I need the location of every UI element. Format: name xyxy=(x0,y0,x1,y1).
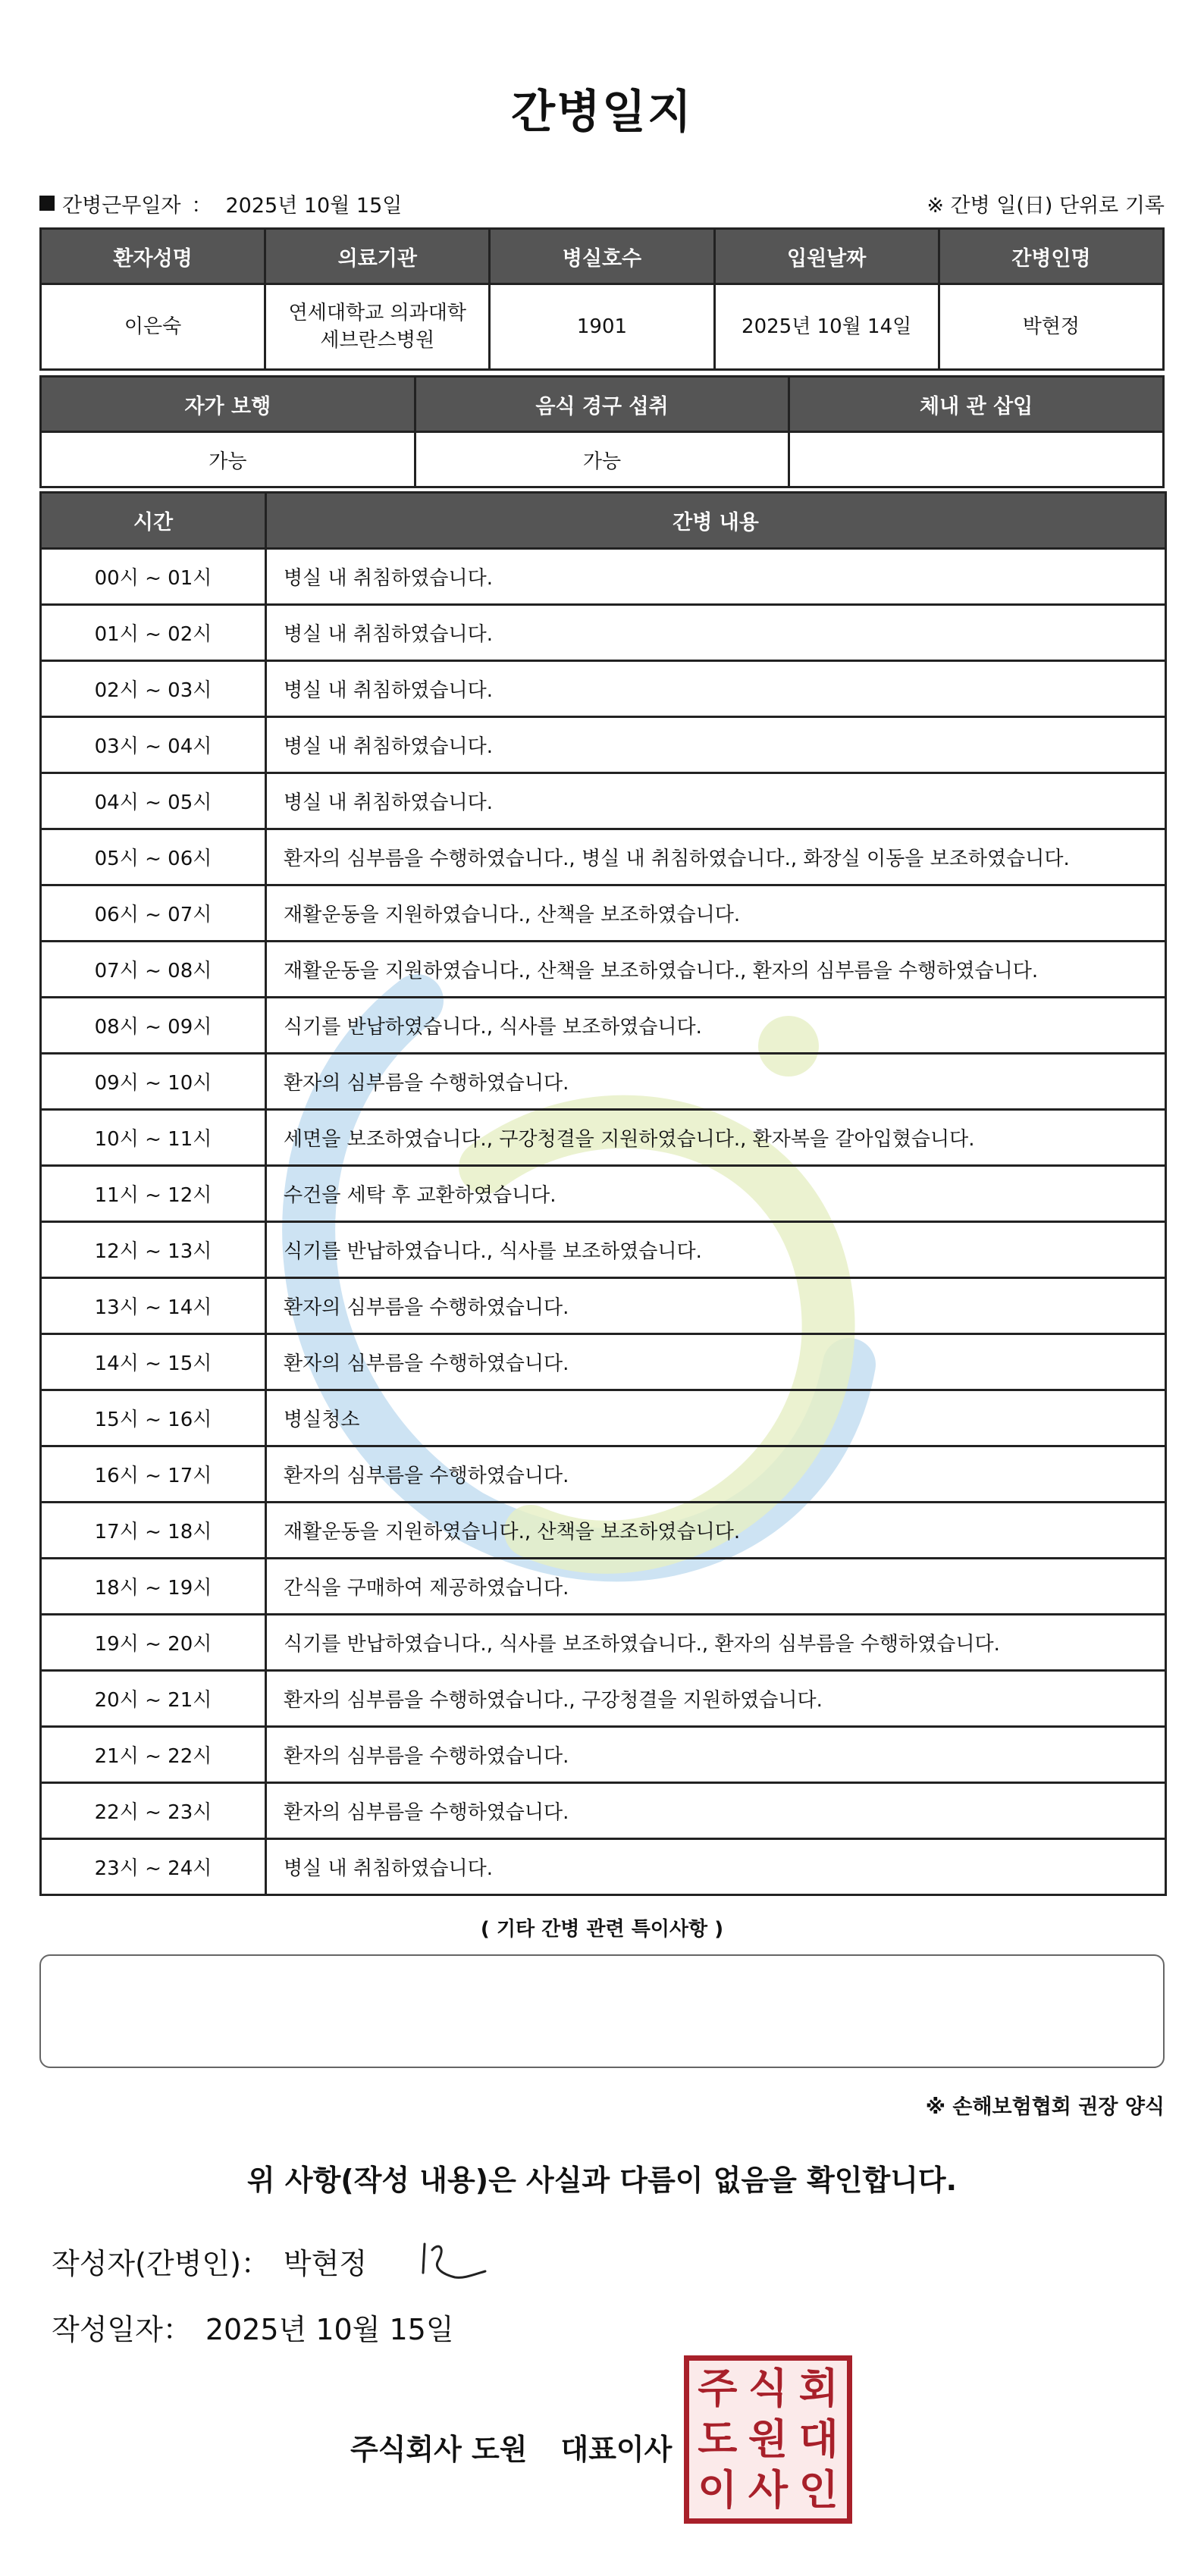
log-content: 수건을 세탁 후 교환하였습니다. xyxy=(266,1166,1166,1222)
tube-insertion-value xyxy=(789,432,1164,487)
header-oral-intake: 음식 경구 섭취 xyxy=(415,377,789,432)
header-hospital: 의료기관 xyxy=(265,229,490,284)
header-caregiver: 간병인명 xyxy=(939,229,1163,284)
company-line xyxy=(350,2426,672,2468)
room-value: 1901 xyxy=(490,284,714,370)
log-content: 환자의 심부름을 수행하였습니다. xyxy=(266,1727,1166,1783)
log-header-row xyxy=(41,493,1166,549)
log-content: 간식을 구매하여 제공하였습니다. xyxy=(266,1559,1166,1615)
log-content: 환자의 심부름을 수행하였습니다. xyxy=(266,1054,1166,1110)
work-date-value: 2025년 10월 15일 xyxy=(225,193,403,218)
log-content: 환자의 심부름을 수행하였습니다., 병실 내 취침하였습니다., 화장실 이동을 보조하였습니다. xyxy=(266,829,1166,885)
log-row xyxy=(41,1390,1166,1446)
log-row xyxy=(41,1334,1166,1390)
log-time: 18시 ~ 19시 xyxy=(41,1559,266,1615)
written-date-value: 2025년 10월 15일 xyxy=(205,2313,454,2346)
form-source-note: ※ 손해보험협회 권장 양식 xyxy=(925,2095,1165,2119)
log-time: 17시 ~ 18시 xyxy=(41,1503,266,1559)
hospital-value xyxy=(265,284,490,370)
company-seal xyxy=(684,2355,852,2524)
header-time: 시간 xyxy=(41,493,266,549)
seal-char: 사 xyxy=(748,2465,789,2514)
log-row xyxy=(41,661,1166,717)
log-time: 13시 ~ 14시 xyxy=(41,1278,266,1334)
patient-name-value: 이은숙 xyxy=(41,284,265,370)
log-time: 15시 ~ 16시 xyxy=(41,1390,266,1446)
representative-title: 대표이사 xyxy=(560,2433,673,2466)
admission-date-value: 2025년 10월 14일 xyxy=(714,284,939,370)
log-content: 환자의 심부름을 수행하였습니다. xyxy=(266,1334,1166,1390)
header-patient-name: 환자성명 xyxy=(41,229,265,284)
log-row xyxy=(41,1222,1166,1278)
hospital-line-1: 연세대학교 의과대학 xyxy=(288,302,466,324)
log-row xyxy=(41,885,1166,942)
log-row xyxy=(41,1615,1166,1671)
seal-char: 대 xyxy=(798,2415,839,2463)
written-date-line xyxy=(52,2306,454,2348)
log-time: 08시 ~ 09시 xyxy=(41,998,266,1054)
hospital-line-2: 세브란스병원 xyxy=(320,329,435,352)
log-time: 21시 ~ 22시 xyxy=(41,1727,266,1783)
log-time: 12시 ~ 13시 xyxy=(41,1222,266,1278)
log-time: 02시 ~ 03시 xyxy=(41,661,266,717)
log-content: 병실 내 취침하였습니다. xyxy=(266,605,1166,661)
log-content: 세면을 보조하였습니다., 구강청결을 지원하였습니다., 환자복을 갈아입혔습니다. xyxy=(266,1110,1166,1166)
log-content: 환자의 심부름을 수행하였습니다. xyxy=(266,1783,1166,1839)
writer-line xyxy=(52,2240,367,2282)
ability-header-row xyxy=(41,377,1164,432)
log-time: 03시 ~ 04시 xyxy=(41,717,266,773)
patient-info-header-row xyxy=(41,229,1164,284)
writer-name: 박현정 xyxy=(283,2247,368,2280)
log-time: 20시 ~ 21시 xyxy=(41,1671,266,1727)
patient-info-table xyxy=(39,227,1165,371)
seal-char: 주 xyxy=(698,2364,738,2413)
patient-ability-table xyxy=(39,375,1165,488)
log-row xyxy=(41,1446,1166,1503)
square-bullet-icon xyxy=(39,196,55,211)
caregiver-value: 박현정 xyxy=(939,284,1163,370)
header-tube-insertion: 체내 관 삽입 xyxy=(789,377,1164,432)
log-content: 식기를 반납하였습니다., 식사를 보조하였습니다. xyxy=(266,998,1166,1054)
log-row xyxy=(41,1503,1166,1559)
log-content: 병실 내 취침하였습니다. xyxy=(266,549,1166,605)
patient-info-value-row xyxy=(41,284,1164,370)
work-date-colon: ： xyxy=(191,193,212,218)
log-row xyxy=(41,1110,1166,1166)
log-time: 04시 ~ 05시 xyxy=(41,773,266,829)
log-content: 재활운동을 지원하였습니다., 산책을 보조하였습니다., 환자의 심부름을 수행하였습니다. xyxy=(266,942,1166,998)
log-content: 환자의 심부름을 수행하였습니다. xyxy=(266,1278,1166,1334)
log-content: 병실 내 취침하였습니다. xyxy=(266,717,1166,773)
confirmation-statement: 위 사항(작성 내용)은 사실과 다름이 없음을 확인합니다. xyxy=(246,2164,958,2197)
seal-char: 식 xyxy=(748,2364,789,2413)
log-time: 06시 ~ 07시 xyxy=(41,885,266,942)
log-time: 14시 ~ 15시 xyxy=(41,1334,266,1390)
log-content: 병실 내 취침하였습니다. xyxy=(266,773,1166,829)
log-row xyxy=(41,549,1166,605)
company-name: 주식회사 도원 xyxy=(350,2433,528,2466)
log-content: 식기를 반납하였습니다., 식사를 보조하였습니다., 환자의 심부름을 수행하였습니다. xyxy=(266,1615,1166,1671)
header-room: 병실호수 xyxy=(490,229,714,284)
self-walking-value: 가능 xyxy=(41,432,415,487)
log-row xyxy=(41,1671,1166,1727)
log-row xyxy=(41,1278,1166,1334)
log-row xyxy=(41,1054,1166,1110)
log-content: 병실청소 xyxy=(266,1390,1166,1446)
log-time: 05시 ~ 06시 xyxy=(41,829,266,885)
log-content: 식기를 반납하였습니다., 식사를 보조하였습니다. xyxy=(266,1222,1166,1278)
log-content: 병실 내 취침하였습니다. xyxy=(266,1839,1166,1895)
log-time: 09시 ~ 10시 xyxy=(41,1054,266,1110)
log-body xyxy=(41,549,1166,1895)
log-time: 22시 ~ 23시 xyxy=(41,1783,266,1839)
log-time: 19시 ~ 20시 xyxy=(41,1615,266,1671)
log-row xyxy=(41,998,1166,1054)
log-time: 10시 ~ 11시 xyxy=(41,1110,266,1166)
seal-char: 원 xyxy=(748,2415,789,2463)
log-row xyxy=(41,829,1166,885)
seal-char: 이 xyxy=(698,2465,738,2514)
work-date-row xyxy=(39,188,1165,218)
work-date-label: 간병근무일자 xyxy=(62,193,181,218)
oral-intake-value: 가능 xyxy=(415,432,789,487)
log-row xyxy=(41,1839,1166,1895)
header-care-content: 간병 내용 xyxy=(266,493,1166,549)
notes-title: ( 기타 간병 관련 특이사항 ) xyxy=(480,1918,724,1941)
seal-char: 도 xyxy=(698,2415,738,2463)
seal-char: 인 xyxy=(798,2465,839,2514)
header-self-walking: 자가 보행 xyxy=(41,377,415,432)
log-time: 01시 ~ 02시 xyxy=(41,605,266,661)
log-row xyxy=(41,773,1166,829)
log-row xyxy=(41,717,1166,773)
log-time: 23시 ~ 24시 xyxy=(41,1839,266,1895)
seal-char: 회 xyxy=(798,2364,839,2413)
log-row xyxy=(41,1783,1166,1839)
log-row xyxy=(41,1559,1166,1615)
log-content: 병실 내 취침하였습니다. xyxy=(266,661,1166,717)
work-date xyxy=(39,189,402,218)
hourly-log-table xyxy=(39,491,1167,1896)
log-row xyxy=(41,1727,1166,1783)
handwritten-signature xyxy=(415,2235,491,2288)
log-row xyxy=(41,605,1166,661)
record-unit-note: ※ 간병 일(日) 단위로 기록 xyxy=(927,193,1165,218)
log-row xyxy=(41,942,1166,998)
log-time: 00시 ~ 01시 xyxy=(41,549,266,605)
log-time: 07시 ~ 08시 xyxy=(41,942,266,998)
log-content: 환자의 심부름을 수행하였습니다. xyxy=(266,1446,1166,1503)
special-notes-box xyxy=(39,1954,1165,2068)
log-content: 재활운동을 지원하였습니다., 산책을 보조하였습니다. xyxy=(266,885,1166,942)
header-admission-date: 입원날짜 xyxy=(714,229,939,284)
log-time: 16시 ~ 17시 xyxy=(41,1446,266,1503)
log-time: 11시 ~ 12시 xyxy=(41,1166,266,1222)
log-content: 환자의 심부름을 수행하였습니다., 구강청결을 지원하였습니다. xyxy=(266,1671,1166,1727)
log-content: 재활운동을 지원하였습니다., 산책을 보조하였습니다. xyxy=(266,1503,1166,1559)
writer-label: 작성자(간병인)： xyxy=(52,2247,270,2280)
written-date-label: 작성일자： xyxy=(52,2313,192,2346)
log-row xyxy=(41,1166,1166,1222)
ability-value-row xyxy=(41,432,1164,487)
document-title: 간병일지 xyxy=(511,86,693,139)
